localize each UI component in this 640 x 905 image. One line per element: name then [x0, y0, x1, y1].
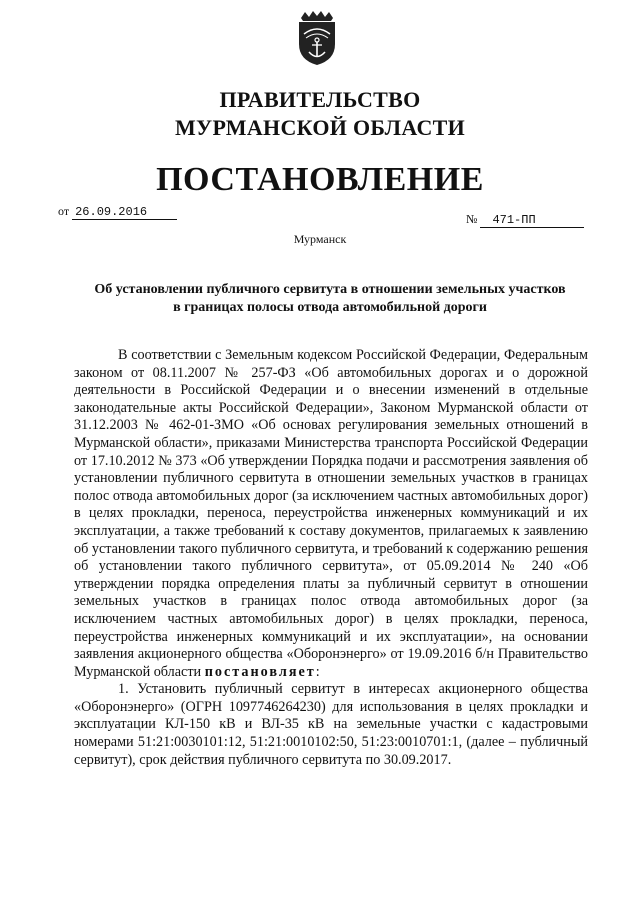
- subject-line2: в границах полосы отвода автомобильной дороги: [173, 300, 487, 315]
- date-value: 26.09.2016: [72, 205, 177, 220]
- date-label: от: [58, 204, 70, 218]
- number-value: 471-ПП: [480, 213, 584, 228]
- subject-line1: Об установлении публичного сервитута в отношении земельных участков: [94, 282, 566, 297]
- decree-word: постановляет: [204, 663, 316, 680]
- government-title-line2: МУРМАНСКОЙ ОБЛАСТИ: [174, 115, 466, 140]
- document-date: [58, 204, 177, 220]
- preamble-text: В соответствии с Земельным кодексом Российской Федерации, Федеральным законом от 08.11.2007 № 257-ФЗ «Об автомобильных дорогах и о дорожной деятельности в Российской Федерации и о внесении изменений в отдельные законодательные акты Российской Федерации», Законом Мурманской области от 31.12.2003 № 462-01-ЗМО «Об основах регулирования земельных отношений в Мурманской области», приказами Министерства транспорта Российской Федерации от 17.10.2012 № 373 «Об утверждении Порядка подачи и рассмотрения заявления об установлении публичного сервитута в отношении земельных участков в границах полос отвода автомобильных дорог (за исключением частных автомобильных дорог) в целях прокладки, переноса, переустройства инженерных коммуникаций и их эксплуатации, а также требований к составу документов, прилагаемых к заявлению об установлении такого публичного сервитута, и требований к содержанию решения об установлении такого публичного сервитута», от 05.09.2014 № 240 «Об утверждении порядка определения платы за публичный сервитут в отношении земельных участков в границах полос отвода автомобильных дорог (за исключением частных автомобильных дорог) в целях прокладки, переноса, переустройства инженерных коммуникаций и их эксплуатации», на основании заявления акционерного общества «Оборонэнерго» от 19.09.2016 б/н Правительство Мурманской области: [74, 347, 588, 680]
- city-name: Мурманск: [293, 232, 347, 246]
- document-subject: [60, 281, 600, 317]
- government-title-line1: ПРАВИТЕЛЬСТВО: [219, 87, 421, 112]
- body-paragraph-2: 1. Установить публичный сервитут в интересах акционерного общества «Оборонэнерго» (ОГРН 1097746264230) для использования в целях прокладки и эксплуатации КЛ-150 кВ и ВЛ-35 кВ на земельные участки с кадастровыми номерами 51:21:0030101:12, 51:21:0010102:50, 51:23:0010701:1, (далее – публичный сервитут), срок действия публичного сервитута по 30.09.2017.: [74, 681, 588, 768]
- document-body: [74, 347, 588, 769]
- coat-of-arms-icon: [295, 10, 339, 66]
- body-paragraph-1: В соответствии с Земельным кодексом Российской Федерации, Федеральным законом от 08.11.2007 № 257-ФЗ «Об автомобильных дорогах и о дорожной деятельности в Российской Федерации и о внесении изменений в отдельные законодательные акты Российской Федерации», Законом Мурманской области от 31.12.2003 № 462-01-ЗМО «Об основах регулирования земельных отношений в Мурманской области», приказами Министерства транспорта Российской Федерации от 17.10.2012 № 373 «Об утверждении Порядка подачи и рассмотрения заявления об установлении публичного сервитута в отношении земельных участков в границах полос отвода автомобильных дорог (за исключением частных автомобильных дорог) в целях прокладки, переноса, переустройства инженерных коммуникаций и их эксплуатации, а также требований к составу документов, прилагаемых к заявлению об установлении такого публичного сервитута, и требований к содержанию решения об установлении такого публичного сервитута», от 05.09.2014 № 240 «Об утверждении порядка определения платы за публичный сервитут в отношении земельных участков в границах полос отвода автомобильных дорог (за исключением частных автомобильных дорог) в целях прокладки, переноса, переустройства инженерных коммуникаций и их эксплуатации», на основании заявления акционерного общества «Оборонэнерго» от 19.09.2016 б/н Правительство Мурманской области постановляет:: [74, 347, 588, 680]
- number-label: №: [466, 212, 478, 226]
- document-type-title: ПОСТАНОВЛЕНИЕ: [156, 161, 484, 198]
- document-number: [466, 212, 584, 228]
